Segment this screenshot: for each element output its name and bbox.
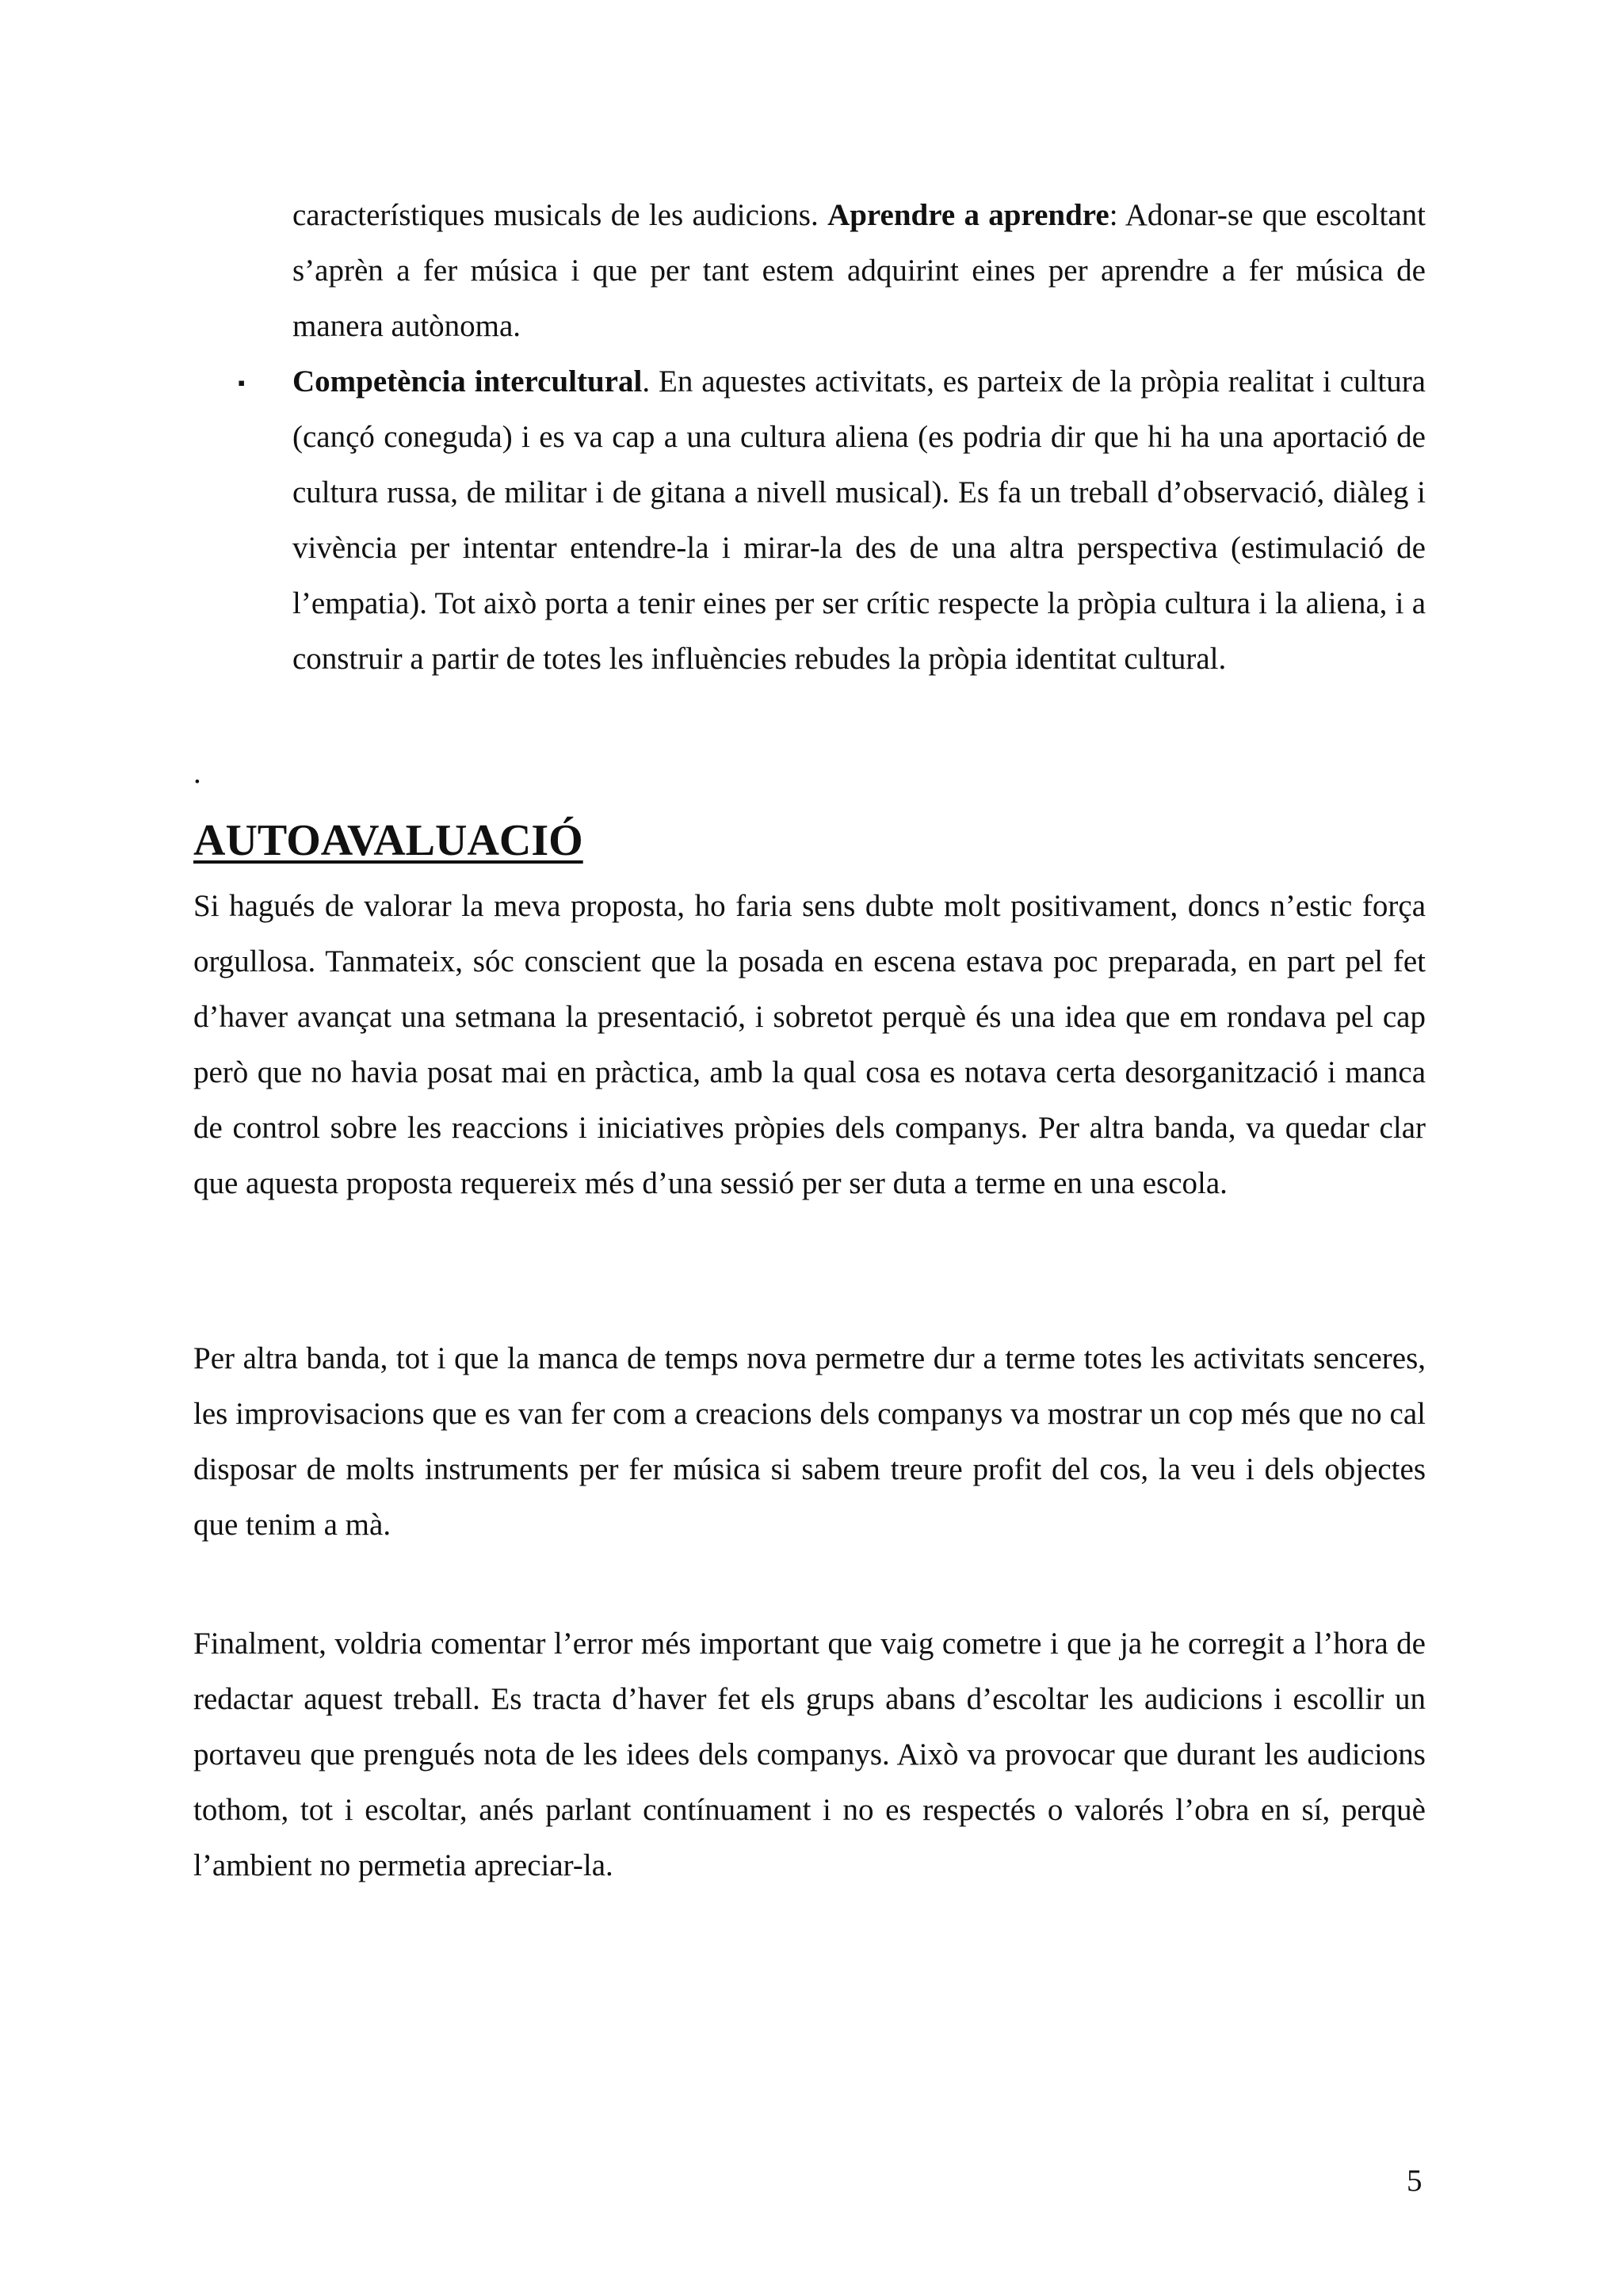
aprendre-a-aprendre-term: Aprendre a aprendre: [827, 198, 1109, 232]
bullet-text: [292, 354, 1426, 687]
section-heading: AUTOAVALUACIÓ: [193, 816, 583, 865]
continuation-text: [292, 188, 1426, 354]
page-number: 5: [1407, 2164, 1423, 2198]
stray-dot: .: [193, 756, 201, 790]
continuation-text-before: característiques musicals de les audicions.: [292, 198, 828, 232]
paragraph-1: Si hagués de valorar la meva proposta, ho faria sens dubte molt positivament, doncs n’estic força orgullosa. Tanmateix, sóc conscient que la posada en escena estava poc preparada, en part pel fet d’haver avançat una setmana la presentació, i sobretot perquè és una idea que em rondava pel cap però que no havia posat mai en pràctica, amb la qual cosa es notava certa desorganització i manca de control sobre les reaccions i iniciatives pròpies dels companys. Per altra banda, va quedar clar que aquesta proposta requereix més d’una sessió per ser duta a terme en una escola.: [193, 889, 1426, 1200]
continuation-text-after: : Adonar-se que escoltant s’aprèn a fer música i que per tant estem adquirint eines per aprendre a fer música de manera autònoma.: [292, 198, 1426, 343]
continuation-paragraph: [292, 188, 1426, 354]
paragraph-2: Per altra banda, tot i que la manca de temps nova permetre dur a terme totes les activitats senceres, les improvisacions que es van fer com a creacions dels companys va mostrar un cop més que no cal disposar de molts instruments per fer música si sabem treure profit del cos, la veu i dels objectes que tenim a mà.: [193, 1341, 1426, 1542]
competencia-intercultural-term: Competència intercultural: [292, 364, 643, 399]
paragraph-3: Finalment, voldria comentar l’error més important que vaig cometre i que ja he corregit a l’hora de redactar aquest treball. Es tracta d’haver fet els grups abans d’escoltar les audicions i escollir un portaveu que prengués nota de les idees dels companys. Això va provocar que durant les audicions tothom, tot i escoltar, anés parlant contínuament i no es respectés o valorés l’obra en sí, perquè l’ambient no permetia apreciar-la.: [193, 1627, 1426, 1882]
bullet-body: . En aquestes activitats, es parteix de la pròpia realitat i cultura (cançó coneguda) i es va cap a una cultura aliena (es podria dir que hi ha una aportació de cultura russa, de militar i de gitana a nivell musical). Es fa un treball d’observació, diàleg i vivència per intentar entendre-la i mirar-la des de una altra perspectiva (estimulació de l’empatia). Tot això porta a tenir eines per ser crític respecte la pròpia cultura i la aliena, i a construir a partir de totes les influències rebudes la pròpia identitat cultural.: [292, 364, 1426, 676]
square-bullet-icon: ▪: [238, 372, 246, 395]
bullet-item-competencia-intercultural: [238, 354, 1426, 687]
